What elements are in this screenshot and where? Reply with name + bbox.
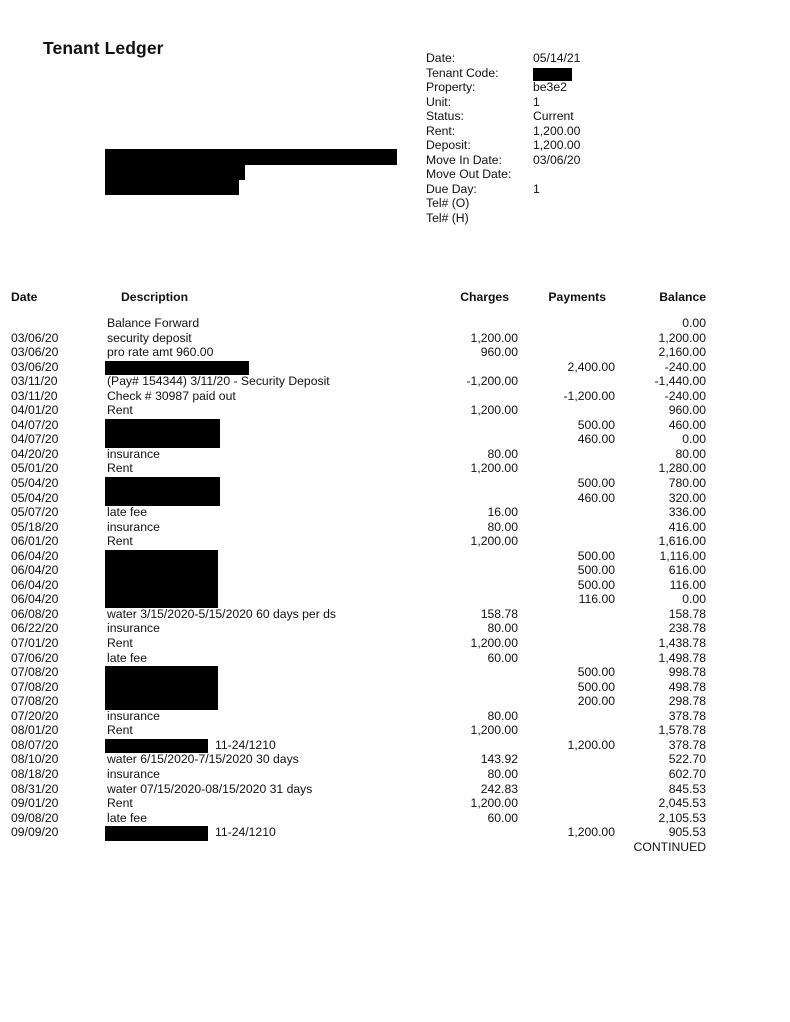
- cell-charges: 60.00: [487, 650, 518, 665]
- redacted-description: [105, 739, 208, 754]
- table-row: [0, 752, 790, 767]
- info-label: Move In Date:: [426, 152, 502, 167]
- cell-date: 07/08/20: [11, 679, 59, 694]
- cell-description: Rent: [107, 534, 133, 549]
- cell-charges: 80.00: [487, 519, 518, 534]
- cell-balance: 1,438.78: [658, 636, 706, 651]
- redacted-description: [105, 492, 220, 507]
- cell-description: insurance: [107, 766, 160, 781]
- cell-balance: 378.78: [668, 708, 706, 723]
- cell-description: security deposit: [107, 330, 192, 345]
- redacted-address-line-2: [105, 180, 239, 195]
- table-row: [0, 374, 790, 389]
- table-row: [0, 461, 790, 476]
- info-label: Unit:: [426, 94, 452, 109]
- cell-description-suffix: 11-24/1210: [215, 825, 276, 840]
- cell-description: water 3/15/2020-5/15/2020 60 days per ds: [107, 606, 337, 621]
- cell-charges: 80.00: [487, 446, 518, 461]
- column-header-description: Description: [121, 290, 189, 304]
- redacted-name-block: [105, 149, 397, 165]
- cell-balance: -1,440.00: [654, 374, 706, 389]
- cell-description: Rent: [107, 796, 133, 811]
- cell-description: late fee: [107, 650, 147, 665]
- cell-date: 06/04/20: [11, 563, 59, 578]
- cell-charges: 1,200.00: [470, 796, 518, 811]
- info-label: Property:: [426, 80, 476, 94]
- cell-balance: 1,280.00: [658, 461, 706, 476]
- redacted-description: [105, 579, 218, 594]
- cell-charges: 1,200.00: [470, 403, 518, 418]
- cell-payments: 460.00: [577, 490, 615, 505]
- table-row: [0, 607, 790, 622]
- info-value: Current: [533, 109, 574, 123]
- redacted-description: [105, 666, 218, 681]
- table-row: [0, 563, 790, 578]
- table-row: [0, 360, 790, 375]
- cell-date: 03/06/20: [11, 359, 59, 374]
- cell-payments: 200.00: [577, 694, 615, 709]
- cell-description: water 07/15/2020-08/15/2020 31 days: [107, 781, 313, 796]
- table-row: [0, 796, 790, 811]
- cell-charges: 960.00: [480, 345, 518, 360]
- table-row: [0, 694, 790, 709]
- cell-balance: 998.78: [668, 665, 706, 680]
- cell-charges: 1,200.00: [470, 636, 518, 651]
- cell-date: 09/08/20: [11, 810, 59, 825]
- cell-balance: 0.00: [682, 592, 706, 607]
- continued-label: CONTINUED: [633, 839, 706, 854]
- cell-charges: -1,200.00: [466, 374, 518, 389]
- table-row: [0, 316, 790, 331]
- cell-date: 08/10/20: [11, 752, 59, 767]
- cell-description: late fee: [107, 505, 147, 520]
- cell-payments: -1,200.00: [563, 388, 615, 403]
- cell-balance: 320.00: [668, 490, 706, 505]
- cell-payments: 116.00: [578, 592, 615, 607]
- cell-payments: 2,400.00: [567, 359, 615, 374]
- cell-date: 06/08/20: [11, 606, 59, 621]
- info-value: 05/14/21: [533, 51, 581, 65]
- table-row: [0, 709, 790, 724]
- table-row: [0, 680, 790, 695]
- table-row: [0, 491, 790, 506]
- redacted-value: [533, 68, 572, 81]
- table-row: [0, 767, 790, 782]
- table-row: [0, 665, 790, 680]
- cell-description: Rent: [107, 461, 133, 476]
- cell-balance: 1,498.78: [658, 650, 706, 665]
- cell-date: 09/01/20: [11, 796, 59, 811]
- cell-payments: 500.00: [577, 665, 615, 680]
- info-label: Rent:: [426, 123, 456, 138]
- cell-date: 07/20/20: [11, 708, 59, 723]
- table-row: [0, 534, 790, 549]
- cell-date: 05/04/20: [11, 476, 59, 491]
- redacted-description: [105, 826, 208, 841]
- redacted-description: [105, 695, 218, 710]
- cell-balance: 378.78: [668, 737, 706, 752]
- cell-date: 05/18/20: [11, 519, 59, 534]
- cell-balance: 2,045.53: [658, 796, 706, 811]
- table-row: [0, 782, 790, 797]
- cell-charges: 16.00: [487, 505, 518, 520]
- redacted-description: [105, 361, 249, 376]
- redacted-description: [105, 419, 220, 434]
- cell-date: 04/07/20: [11, 417, 59, 432]
- info-label: Deposit:: [426, 138, 471, 152]
- redacted-description: [105, 681, 218, 696]
- cell-balance: 2,105.53: [658, 810, 706, 825]
- table-row: [0, 636, 790, 651]
- ledger-table: [0, 316, 790, 854]
- cell-payments: 500.00: [577, 476, 615, 491]
- cell-charges: 1,200.00: [470, 723, 518, 738]
- cell-description: Rent: [107, 723, 133, 738]
- info-label: Tel# (O): [426, 196, 470, 210]
- info-value: be3e2: [533, 80, 567, 94]
- page-title: Tenant Ledger: [43, 38, 164, 58]
- table-row: [0, 651, 790, 666]
- cell-balance: 116.00: [669, 577, 706, 592]
- info-label: Due Day:: [426, 181, 477, 196]
- info-value: 1,200.00: [533, 138, 581, 152]
- info-label: Status:: [426, 109, 464, 123]
- info-label: Move Out Date:: [426, 167, 512, 181]
- cell-date: 08/31/20: [11, 781, 59, 796]
- continued-footer: [0, 840, 790, 855]
- cell-balance: 0.00: [682, 432, 706, 447]
- cell-description: Rent: [107, 636, 133, 651]
- cell-payments: 500.00: [577, 679, 615, 694]
- table-row: [0, 389, 790, 404]
- cell-balance: 1,116.00: [659, 548, 706, 563]
- cell-date: 05/04/20: [11, 490, 59, 505]
- cell-date: 06/04/20: [11, 548, 59, 563]
- cell-balance: -240.00: [664, 359, 706, 374]
- column-header-date: Date: [11, 290, 38, 304]
- cell-description: Rent: [107, 403, 133, 418]
- table-row: [0, 825, 790, 840]
- cell-balance: 460.00: [668, 417, 706, 432]
- cell-balance: 1,200.00: [658, 330, 706, 345]
- table-row: [0, 432, 790, 447]
- info-value: 03/06/20: [533, 152, 581, 167]
- cell-date: 05/01/20: [11, 461, 59, 476]
- cell-date: 03/11/20: [11, 388, 58, 403]
- table-row: [0, 447, 790, 462]
- cell-date: 04/07/20: [11, 432, 59, 447]
- table-row: [0, 520, 790, 535]
- cell-balance: 845.53: [668, 781, 706, 796]
- redacted-description: [105, 550, 218, 565]
- info-value: 1: [533, 94, 540, 109]
- table-row: [0, 578, 790, 593]
- cell-description: late fee: [107, 810, 147, 825]
- cell-description: insurance: [107, 621, 160, 636]
- cell-description: Check # 30987 paid out: [107, 388, 236, 403]
- cell-date: 03/06/20: [11, 345, 59, 360]
- cell-date: 05/07/20: [11, 505, 59, 520]
- cell-balance: 602.70: [668, 766, 706, 781]
- column-header-payments: Payments: [548, 290, 606, 304]
- table-row: [0, 505, 790, 520]
- cell-description: insurance: [107, 708, 160, 723]
- info-value: 1: [533, 181, 540, 196]
- cell-date: 08/01/20: [11, 723, 59, 738]
- cell-charges: 80.00: [487, 766, 518, 781]
- cell-balance: 522.70: [668, 752, 706, 767]
- cell-description: pro rate amt 960.00: [107, 345, 214, 360]
- redacted-description: [105, 593, 218, 608]
- cell-payments: 1,200.00: [567, 825, 615, 840]
- cell-date: 07/06/20: [11, 650, 59, 665]
- info-label: Date:: [426, 51, 456, 65]
- cell-description: water 6/15/2020-7/15/2020 30 days: [107, 752, 299, 767]
- cell-charges: 1,200.00: [470, 330, 518, 345]
- cell-date: 06/01/20: [11, 534, 59, 549]
- cell-payments: 1,200.00: [567, 737, 615, 752]
- cell-date: 07/01/20: [11, 636, 59, 651]
- redacted-description: [105, 564, 218, 579]
- cell-balance: 0.00: [682, 316, 706, 330]
- cell-charges: 242.83: [480, 781, 518, 796]
- cell-balance: 158.78: [668, 606, 706, 621]
- cell-date: 04/20/20: [11, 446, 59, 461]
- cell-charges: 1,200.00: [470, 534, 518, 549]
- redacted-description: [105, 477, 220, 492]
- cell-charges: 143.92: [480, 752, 518, 767]
- cell-payments: 500.00: [577, 563, 615, 578]
- cell-description: insurance: [107, 446, 160, 461]
- cell-balance: 298.78: [668, 694, 706, 709]
- cell-charges: 158.78: [480, 606, 518, 621]
- redacted-address-line-1: [105, 165, 245, 180]
- info-value: 1,200.00: [533, 123, 581, 138]
- cell-balance: 2,160.00: [658, 345, 706, 360]
- cell-charges: 80.00: [487, 708, 518, 723]
- cell-date: 08/07/20: [11, 737, 59, 752]
- cell-date: 06/04/20: [11, 577, 59, 592]
- table-row: [0, 738, 790, 753]
- table-row: [0, 549, 790, 564]
- cell-date: 06/22/20: [11, 621, 59, 636]
- cell-balance: 616.00: [668, 563, 706, 578]
- info-label: Tenant Code:: [426, 65, 499, 80]
- table-row: [0, 811, 790, 826]
- cell-balance: 336.00: [668, 505, 706, 520]
- table-row: [0, 723, 790, 738]
- cell-date: 03/11/20: [11, 374, 58, 389]
- cell-payments: 500.00: [577, 548, 615, 563]
- cell-description-suffix: 11-24/1210: [215, 737, 276, 752]
- table-row: [0, 403, 790, 418]
- info-label: Tel# (H): [426, 210, 469, 225]
- cell-balance: 780.00: [668, 476, 706, 491]
- cell-payments: 500.00: [577, 577, 615, 592]
- cell-balance: 960.00: [668, 403, 706, 418]
- cell-balance: 498.78: [668, 679, 706, 694]
- column-header-charges: Charges: [460, 290, 509, 304]
- table-row: [0, 331, 790, 346]
- cell-payments: 460.00: [577, 432, 615, 447]
- cell-date: 04/01/20: [11, 403, 59, 418]
- cell-date: 08/18/20: [11, 766, 59, 781]
- table-row: [0, 476, 790, 491]
- cell-balance: 905.53: [668, 825, 706, 840]
- cell-date: 06/04/20: [11, 592, 59, 607]
- cell-date: 03/06/20: [11, 330, 59, 345]
- cell-description: insurance: [107, 519, 160, 534]
- cell-charges: 1,200.00: [470, 461, 518, 476]
- cell-date: 09/09/20: [11, 825, 59, 840]
- cell-date: 07/08/20: [11, 665, 59, 680]
- column-header-balance: Balance: [659, 290, 706, 304]
- cell-charges: 80.00: [487, 621, 518, 636]
- cell-balance: -240.00: [664, 388, 706, 403]
- table-row: [0, 418, 790, 433]
- redacted-description: [105, 433, 220, 448]
- cell-balance: 238.78: [668, 621, 706, 636]
- cell-description: Balance Forward: [107, 316, 200, 330]
- cell-balance: 416.00: [668, 519, 706, 534]
- table-row: [0, 345, 790, 360]
- cell-balance: 1,578.78: [658, 723, 706, 738]
- cell-balance: 80.00: [675, 446, 706, 461]
- table-row: [0, 592, 790, 607]
- cell-charges: 60.00: [487, 810, 518, 825]
- cell-description: (Pay# 154344) 3/11/20 - Security Deposit: [107, 374, 330, 389]
- table-row: [0, 621, 790, 636]
- cell-payments: 500.00: [577, 417, 615, 432]
- cell-date: 07/08/20: [11, 694, 59, 709]
- cell-balance: 1,616.00: [658, 534, 706, 549]
